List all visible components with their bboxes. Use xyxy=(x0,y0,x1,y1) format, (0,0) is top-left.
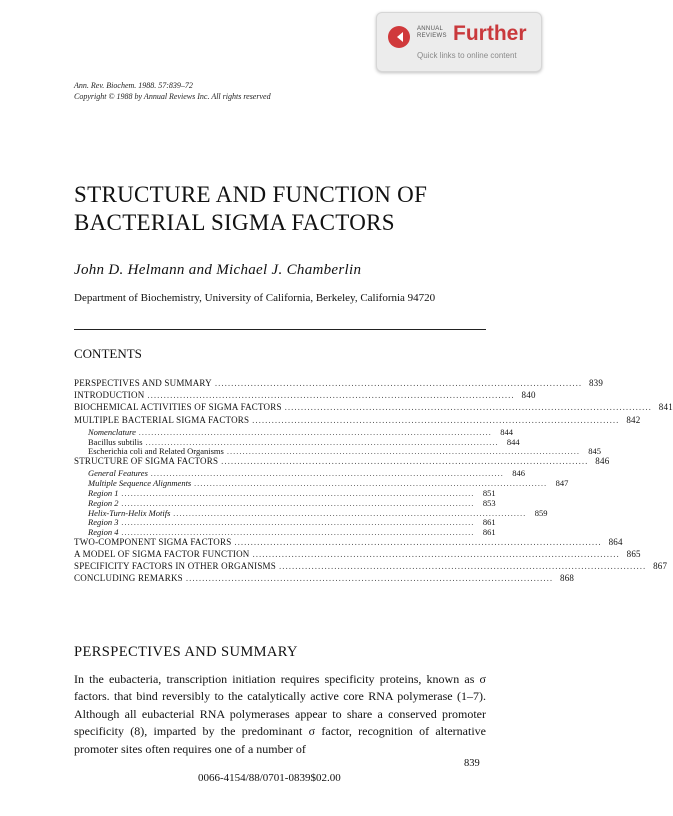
toc-page: 840 xyxy=(521,390,536,401)
toc-label: Escherichia coli and Related Organisms xyxy=(88,446,224,457)
toc-page: 865 xyxy=(626,549,641,560)
toc-row: Region 4 ................................................................................................................. 861 xyxy=(88,527,496,538)
toc-row: Helix-Turn-Helix Motifs ................................................................................................................. 859 xyxy=(88,507,548,518)
toc-label: CONCLUDING REMARKS xyxy=(74,573,183,584)
toc-page: 861 xyxy=(482,527,496,538)
toc-label: Region 3 xyxy=(88,517,119,528)
toc-row: TWO-COMPONENT SIGMA FACTORS ................................................................................................................. 864 xyxy=(74,536,623,547)
toc-row: General Features ................................................................................................................. 846 xyxy=(88,468,526,479)
citation-line-1: Ann. Rev. Biochem. 1988. 57:839–72 xyxy=(74,81,193,90)
toc-row: Bacillus subtilis ................................................................................................................. 844 xyxy=(88,436,520,447)
toc-label: Nomenclature xyxy=(88,426,136,437)
banner-annual-label: ANNUAL REVIEWS xyxy=(417,26,447,39)
toc-row: CONCLUDING REMARKS ................................................................................................................. 868 xyxy=(74,573,575,584)
authors: John D. Helmann and Michael J. Chamberlin xyxy=(74,262,362,278)
toc-page: 864 xyxy=(608,536,623,547)
toc-page: 842 xyxy=(626,414,641,425)
toc-page: 846 xyxy=(595,456,610,467)
toc-label: A MODEL OF SIGMA FACTOR FUNCTION xyxy=(74,549,250,560)
toc-label: Region 2 xyxy=(88,497,119,508)
toc-row: STRUCTURE OF SIGMA FACTORS ................................................................................................................. 846 xyxy=(74,456,610,467)
toc-page: 847 xyxy=(555,478,569,489)
toc-page: 868 xyxy=(560,573,575,584)
article-title xyxy=(74,181,427,237)
toc-row: SPECIFICITY FACTORS IN OTHER ORGANISMS ................................................................................................................. 867 xyxy=(74,561,668,572)
toc-label: INTRODUCTION xyxy=(74,390,145,401)
contents-heading: CONTENTS xyxy=(74,346,142,361)
divider xyxy=(74,329,486,330)
toc-row: MULTIPLE BACTERIAL SIGMA FACTORS ................................................................................................................. 842 xyxy=(74,414,641,425)
toc-row: INTRODUCTION ................................................................................................................. 840 xyxy=(74,390,536,401)
toc-label: General Features xyxy=(88,468,148,479)
toc-page: 859 xyxy=(534,507,548,518)
toc-page: 844 xyxy=(506,436,520,447)
toc-row: Nomenclature ................................................................................................................. 844 xyxy=(88,426,513,437)
toc-label: Region 4 xyxy=(88,527,119,538)
toc-page: 846 xyxy=(512,468,526,479)
title-line-2: BACTERIAL SIGMA FACTORS xyxy=(74,210,395,235)
banner-subtitle[interactable]: Quick links to online content xyxy=(417,51,517,60)
toc-label: SPECIFICITY FACTORS IN OTHER ORGANISMS xyxy=(74,561,276,572)
toc-label: MULTIPLE BACTERIAL SIGMA FACTORS xyxy=(74,414,250,425)
page-number: 839 xyxy=(464,758,480,769)
toc-row: A MODEL OF SIGMA FACTOR FUNCTION ................................................................................................................. 865 xyxy=(74,549,641,560)
toc-page: 845 xyxy=(588,446,601,457)
play-back-icon xyxy=(388,26,410,48)
toc-label: Bacillus subtilis xyxy=(88,436,143,447)
toc-page: 839 xyxy=(588,378,604,388)
toc-page: 853 xyxy=(482,497,496,508)
toc-row: BIOCHEMICAL ACTIVITIES OF SIGMA FACTORS ................................................................................................................. 841 xyxy=(74,402,673,413)
affiliation: Department of Biochemistry, University of California, Berkeley, California 94720 xyxy=(74,292,436,304)
toc-label: PERSPECTIVES AND SUMMARY xyxy=(74,378,212,388)
toc-label: Region 1 xyxy=(88,487,119,498)
toc-row: Region 1 ................................................................................................................. 851 xyxy=(88,487,496,498)
toc-label: BIOCHEMICAL ACTIVITIES OF SIGMA FACTORS xyxy=(74,402,282,413)
toc-row: Escherichia coli and Related Organisms ................................................................................................................. 845 xyxy=(88,446,601,457)
toc-row: Multiple Sequence Alignments ................................................................................................................. 847 xyxy=(88,478,569,489)
toc-label: Multiple Sequence Alignments xyxy=(88,478,192,489)
toc-row: Region 3 ................................................................................................................. 861 xyxy=(88,517,496,528)
section-heading: PERSPECTIVES AND SUMMARY xyxy=(74,644,298,660)
title-line-1: STRUCTURE AND FUNCTION OF xyxy=(74,182,428,207)
toc-page: 841 xyxy=(658,402,673,413)
further-banner[interactable] xyxy=(376,12,542,72)
table-of-contents xyxy=(74,378,673,586)
toc-page: 844 xyxy=(500,426,513,437)
toc-page: 861 xyxy=(482,517,496,528)
citation-line-2: Copyright © 1988 by Annual Reviews Inc. All rights reserved xyxy=(74,92,271,101)
toc-page: 851 xyxy=(482,487,496,498)
toc-row: Region 2 ................................................................................................................. 853 xyxy=(88,497,496,508)
toc-label: TWO-COMPONENT SIGMA FACTORS xyxy=(74,536,232,547)
toc-label: STRUCTURE OF SIGMA FACTORS xyxy=(74,456,219,467)
toc-page: 867 xyxy=(653,561,668,572)
body-paragraph: In the eubacteria, transcription initiation requires specificity proteins, known as σ factors. that bind reversibly to the catalytically active core RNA polymerase (1–7). Although all eubacterial RNA polymerases appear to share a conserved promoter specificity (8), imparted by the predominant σ factor, recognition of alternative promoter sites often requires one of a number of xyxy=(74,672,486,756)
banner-further-label: Further xyxy=(453,22,527,45)
toc-row: PERSPECTIVES AND SUMMARY ................................................................................................................. 839 xyxy=(74,378,604,388)
toc-label: Helix-Turn-Helix Motifs xyxy=(88,507,171,518)
citation xyxy=(74,80,271,102)
issn-line: 0066-4154/88/0701-0839$02.00 xyxy=(198,772,341,784)
